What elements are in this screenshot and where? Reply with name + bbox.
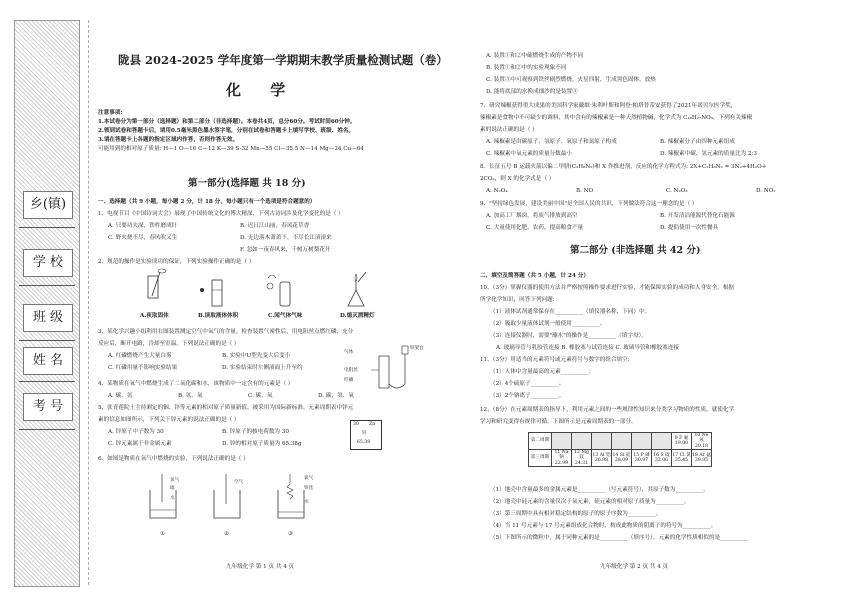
q2-label-d[interactable]: D.熄灭酒精灯 bbox=[340, 313, 375, 319]
period-2-label: 第二周期 bbox=[529, 433, 552, 450]
q10-line-2: 所学化学知识，回答下列问题: bbox=[480, 297, 555, 303]
q2-fig-c bbox=[267, 275, 290, 306]
q12-item-2[interactable]: （2）地壳中硅元素的含量仅次于氧元素，硅元素的相对原子质量为__________。 bbox=[490, 499, 690, 505]
element-Al: 13 Al 铝 26.98 bbox=[592, 450, 612, 467]
q1-stem: 1、电视节目《中国诗词大会》展现了中国传统文化的博大精深，下列古诗词涉及化学变化的是（ ） bbox=[98, 211, 344, 217]
q11-item-2[interactable]: （2）4个硫原子__________； bbox=[490, 381, 565, 387]
q9-option-c[interactable]: C. 大量使用化肥、农药，提高粮食产量 bbox=[486, 225, 584, 231]
q4-option-d[interactable]: D. 碳、氢、氧 bbox=[318, 393, 354, 399]
q3-option-b[interactable]: B. 实验中U型先变大后变小 bbox=[222, 353, 291, 359]
q2-stem: 2、规范的操作是实验成功的保证，下列实验操作正确的是（ ） bbox=[98, 259, 255, 265]
notes-title: 注意事项: bbox=[98, 110, 123, 116]
element-Na: 11 Na 钠 22.99 bbox=[552, 450, 572, 467]
part2-title: 第二部分 (非选择题 共 42 分) bbox=[570, 245, 701, 256]
q6-option-a[interactable]: A. 装置①和②中硫燃烧生成的产物不同 bbox=[486, 53, 584, 59]
q6-label-water-1: 水 bbox=[170, 496, 175, 501]
period-2-row bbox=[529, 433, 712, 450]
zinc-name: 锌 bbox=[362, 431, 367, 436]
zinc-mass: 65.38 bbox=[357, 440, 371, 445]
periodic-table bbox=[528, 432, 712, 467]
q5-stem: 5、张青莲院士主持测定的铟、锌等元素的相对原子质量新值，被采用为国际新标准。元素周期表中锌元 bbox=[98, 405, 354, 411]
q3-fig-label-stand: 铁架台 bbox=[410, 346, 424, 351]
q1-option-e[interactable]: F. 忽如一夜春风来，千树万树梨花开 bbox=[240, 247, 331, 253]
part1-title: 第一部分(选择题 共 18 分) bbox=[188, 178, 306, 189]
period-3-label: 第三周期 bbox=[529, 450, 552, 467]
q8-option-d[interactable]: D. NO₂ bbox=[756, 188, 776, 194]
q6-option-b[interactable]: B. 装置①和②中的实验现象不同 bbox=[486, 65, 567, 71]
q1-option-b[interactable]: B. 迟日江山丽，春风花草香 bbox=[240, 223, 310, 229]
note-3: 3.请在答题卡上各题的指定区域内作答，否则作答无效。 bbox=[98, 137, 239, 143]
q8-option-a[interactable]: A. N₂O₄ bbox=[486, 188, 508, 194]
q7-option-c[interactable]: C. 辣椒素中氧元素的质量分数最小 bbox=[486, 151, 572, 157]
q6-label-oxygen-2: 氧气 bbox=[304, 476, 314, 481]
atomic-masses: 可能用到的相对原子质量: H—1 O—16 C—12 K—39 S-32 Mn—55 Cl—35.5 N—14 Mg—24 Cu—64 bbox=[98, 146, 364, 152]
q7-option-a[interactable]: A. 辣椒素是由碳原子、氢原子、氧原子和氮原子构成 bbox=[486, 139, 617, 145]
q7-stem-1: 7、研究辣椒获得重大成果的美国科学家戴维·朱利叶斯和阿登·帕塔普蒂安获得了2021年诺贝尔医学奖， bbox=[480, 103, 737, 109]
q6-label-iron-wire: 铁丝 bbox=[304, 486, 314, 491]
q6-fig-1: ① bbox=[160, 531, 166, 537]
q7-stem-3: 素的说法正确的是（ ） bbox=[480, 127, 538, 133]
element-Ne: 10 Ne 氖 20.18 bbox=[692, 433, 712, 450]
q2-figure bbox=[140, 268, 400, 314]
q8-stem: 8、长征五号 B 运载火箭以偏二甲肼(C₂H₈N₂)和 X 作推进剂，反应的化学方程式为: 2X+C₂H₈N₂ = 3N₂+4H₂O+ bbox=[480, 164, 767, 170]
q1-option-d[interactable]: D. 无边落木萧萧下，不尽长江滚滚来 bbox=[240, 235, 332, 241]
element-Mg: 12 Mg 镁 24.31 bbox=[572, 450, 592, 467]
q2-fig-b bbox=[200, 280, 222, 306]
q5-option-d[interactable]: D. 锌的相对原子质量为 65.38g bbox=[222, 441, 302, 447]
q4-stem: 4、某物质在氧气中燃烧生成了二氧化碳和水，该物质中一定含有的元素是（ ） bbox=[98, 381, 294, 387]
q7-option-b[interactable]: B. 辣椒素分子由四种元素组成 bbox=[660, 139, 735, 145]
q7-stem-2: 辣椒素是食物中不可缺少的调料，其中含有的辣椒素是一种天然植物碱，化学式为 C₁₈H₂₇NO₃。下列有关辣椒 bbox=[480, 115, 753, 121]
q1-option-a[interactable]: A. 只要功夫深，铁杵磨成针 bbox=[108, 223, 178, 229]
footer-left: 九年级化学 第 1 页 共 4 页 bbox=[226, 564, 295, 570]
section1-heading: 一、选择题（共 9 小题，每小题 2 分，计 18 分，每小题只有一个选项是符合题意的） bbox=[98, 199, 316, 205]
q5-option-a[interactable]: A. 锌原子中子数为 30 bbox=[108, 429, 164, 435]
note-1: 1.本试卷分为第一部分（选择题）和第二部分（非选择题）。本卷共4页，总分60分。考试时间60分钟。 bbox=[98, 119, 356, 125]
element-Cl: 17 Cl 氯 35.45 bbox=[672, 450, 692, 467]
element-Si: 14 Si 硅 28.09 bbox=[612, 450, 632, 467]
q11-stem: 11、（3分）用适当的元素符号或元素符号与数字的组合填空: bbox=[480, 357, 630, 363]
zinc-symbol: Zn bbox=[369, 422, 376, 427]
q6-label-sulfur: 硫 bbox=[170, 486, 175, 491]
q3-option-c[interactable]: C. 红磷用量不影响实验结果 bbox=[108, 365, 178, 371]
q10-item-2[interactable]: （2）吸取少量液体试剂一般使用__________。 bbox=[490, 321, 606, 327]
q9-stem: 9、"坚持绿色发展，建设美丽中国"是全国人民的共识，下列做法符合这一理念的是（ ） bbox=[480, 201, 698, 207]
subject-title: 化 学 bbox=[226, 81, 298, 99]
q9-option-a[interactable]: A. 加高工厂烟囱，将废气排放到高空 bbox=[486, 213, 578, 219]
strip-label-school: 学 校 bbox=[23, 249, 73, 277]
zinc-element-box bbox=[350, 420, 382, 450]
footer-right: 九年级化学 第 2 页 共 4 页 bbox=[600, 564, 669, 570]
strip-label-exam-number: 考 号 bbox=[23, 393, 73, 421]
q4-option-b[interactable]: B. 氢、氧 bbox=[178, 393, 203, 399]
q12-item-3[interactable]: （3）第三周期中具有相对稳定结构的原子的原子序数为__________。 bbox=[490, 511, 662, 517]
exam-title: 陇县 2024-2025 学年度第一学期期末教学质量检测试题（卷） bbox=[118, 53, 448, 67]
q3-fig-label-phosphorus: 红磷 bbox=[344, 378, 354, 383]
binding-strip bbox=[14, 20, 80, 587]
q8-option-b[interactable]: B. NO bbox=[576, 188, 594, 194]
q10-line-1: 10、（3分）掌握仪器的使用方法并严格按照操作要求进行实验，才能保障实验的成功和人身安全。根据 bbox=[480, 285, 735, 291]
q6-stem: 6、如图是物质在氧气中燃烧的实验，下列说法正确的是（ ） bbox=[98, 456, 249, 462]
q7-option-d[interactable]: D. 辣椒素中碳、氢元素的质量比为 2:3 bbox=[660, 151, 757, 157]
q9-option-d[interactable]: D. 提倡使用一次性餐具 bbox=[660, 225, 719, 231]
q3-fig-label-gas: 气体 bbox=[344, 350, 354, 355]
element-Ar: 18 Ar 氩 39.95 bbox=[692, 450, 712, 467]
q2-label-a[interactable]: A.夜取固体 bbox=[140, 313, 169, 319]
q2-label-b[interactable]: B.读取液体体积 bbox=[198, 313, 239, 319]
q6-label-air: 空气 bbox=[234, 480, 244, 485]
section2-heading: 二、填空及简答题（共 5 小题，计 24 分） bbox=[480, 273, 589, 279]
q10-options: A. 玻璃导管与乳胶管连接 B. 橡胶塞与试管连接 C. 玻璃导管和橡胶塞连接 bbox=[496, 345, 680, 351]
q6-option-d[interactable]: D. 能将底部的水换成细沙的是装置③ bbox=[486, 89, 578, 95]
q6-option-c[interactable]: C. 装置③中可观察到铁丝剧烈燃烧，火星四射，生成黑色固体，放热 bbox=[486, 77, 656, 83]
zinc-number: 30 bbox=[353, 422, 359, 427]
q2-label-c[interactable]: C.闻气体气味 bbox=[268, 313, 303, 319]
q12-item-4[interactable]: （4）当 11 号元素与 17 号元素组成化合物时，构成此物质的阴离子的符号为__________。 bbox=[490, 523, 717, 529]
q3-figure bbox=[365, 344, 435, 396]
binding-dashed-line bbox=[88, 20, 89, 585]
strip-label-name: 姓 名 bbox=[23, 347, 73, 375]
q6-fig-3: ③ bbox=[288, 531, 294, 537]
q6-label-oxygen-1: 氧气 bbox=[170, 478, 180, 483]
q3-fig-label-wire: 电阻丝 bbox=[344, 368, 358, 373]
element-P: 15 P 磷 30.97 bbox=[632, 450, 652, 467]
strip-label-class: 班 级 bbox=[23, 304, 73, 332]
q3-option-d[interactable]: D. 实验结束时左侧液面上升至约 bbox=[222, 365, 303, 371]
element-F: 9 F 氟 19.00 bbox=[672, 433, 692, 450]
q5-option-c[interactable]: C. 锌元素属于非金属元素 bbox=[108, 441, 172, 447]
q5-option-b[interactable]: B. 锌原子的核电荷数为 30 bbox=[222, 429, 289, 435]
q8-stem-2: 2CO₂，则 X 的化学式是（ ） bbox=[480, 176, 555, 182]
q12-line-2: 学习和研究变得有规律可循。下图所示是元素周期表的一部分。 bbox=[480, 419, 637, 425]
q3-stem: 3、某化学兴趣小组利用右图装置测定空气中氧气的含量。检查装置气密性后，用电阻丝点燃红磷，充分 bbox=[98, 329, 354, 335]
q2-fig-d bbox=[348, 272, 366, 306]
strip-label-town: 乡(镇) bbox=[23, 191, 73, 219]
q10-item-1[interactable]: （1）液体试剂通常保存在__________（填仪器名称，下同）中。 bbox=[490, 309, 651, 315]
q4-option-c[interactable]: C. 碳、氧 bbox=[248, 393, 273, 399]
q6-fig-2: ② bbox=[224, 531, 230, 537]
q6-label-water-2: 水 bbox=[304, 500, 309, 505]
q5-stem-2: 素的信息如图所示，下列关于锌元素的说法正确的是（ ） bbox=[98, 417, 240, 423]
q1-option-c[interactable]: C. 野火烧不尽，春风吹又生 bbox=[108, 235, 178, 241]
q10-item-3[interactable]: （3）连接仪器时，需要"蘸水"的操作是__________（填字母）。 bbox=[490, 333, 647, 339]
q11-item-1[interactable]: （1）人体中含量最高的元素__________； bbox=[490, 369, 595, 375]
q2-fig-a bbox=[148, 269, 166, 298]
element-S: 16 S 硫 32.06 bbox=[652, 450, 672, 467]
q3-option-a[interactable]: A. 红磷燃烧产生大量白雾 bbox=[108, 353, 172, 359]
q11-item-3[interactable]: （3）2个钠离子__________。 bbox=[490, 393, 565, 399]
q12-item-5[interactable]: （5）下图所示的微粒中，属于同种元素的是__________（填序号），元素的化学性质相似的是__________ bbox=[490, 535, 749, 541]
q12-line-1: 12、（8分）在元素周期表的指导下，利用元素之间的一些规律性知识来分类学习物质的性质，就使化学 bbox=[480, 407, 735, 413]
q4-option-a[interactable]: A. 碳、氢 bbox=[108, 393, 133, 399]
period-3-row bbox=[529, 450, 712, 467]
q12-item-1[interactable]: （1）地壳中含量最多的金属元素是__________（写元素符号），其原子数为__________。 bbox=[490, 487, 709, 493]
q8-option-c[interactable]: C. N₂O₃ bbox=[666, 188, 688, 194]
q9-option-b[interactable]: B. 开发清洁能源代替化石能源 bbox=[660, 213, 735, 219]
note-2: 2.领到试卷和答题卡后，请用0.5毫米黑色墨水签字笔，分别在试卷和答题卡上填写学校、班级、姓名。 bbox=[98, 128, 355, 134]
q3-stem-2: 反应后，断开电路，冷却至室温。下列说法正确的是（ ） bbox=[98, 341, 240, 347]
